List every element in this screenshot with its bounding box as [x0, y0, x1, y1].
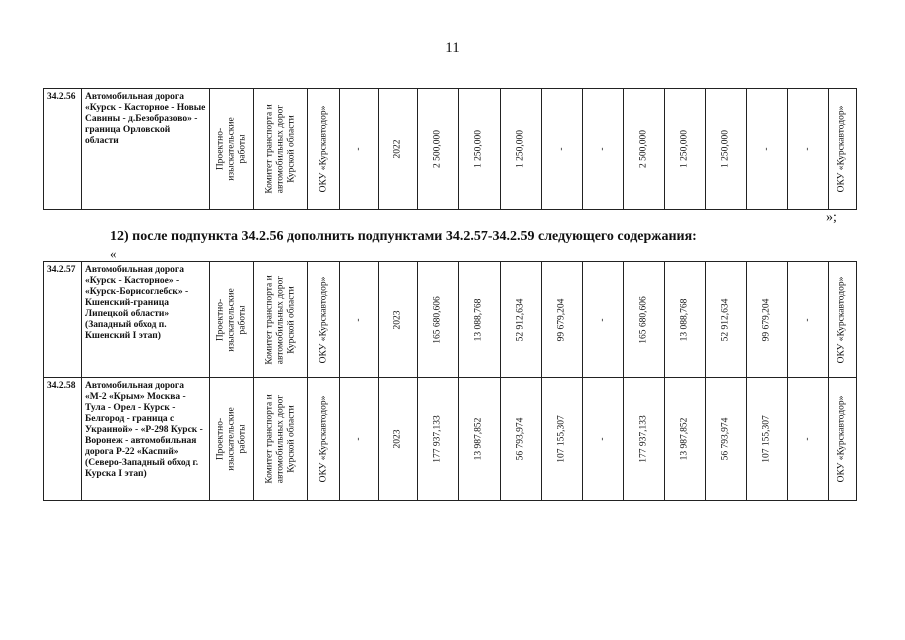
value-cell: 52 912,634: [705, 262, 746, 378]
table-row: [44, 378, 857, 501]
value-cell: 2 500,000: [418, 89, 459, 210]
value-cell: -: [582, 262, 623, 378]
value-cell: -: [582, 89, 623, 210]
value-cell: 2 500,000: [623, 89, 664, 210]
value-cell: 1 250,000: [664, 89, 705, 210]
year-cell: 2023: [379, 262, 418, 378]
dash-cell: -: [340, 378, 379, 501]
value-cell: 99 679,204: [541, 262, 582, 378]
value-cell: 165 680,606: [623, 262, 664, 378]
row-name: Автомобильная дорога «М-2 «Крым» Москва - Тула - Орел - Курск - Белгород - граница с Украиной» - «Р-298 Курск - Воронеж - автомобильная дорога Р-22 «Каспий» (Северо-Западный обход г. Курска I этап): [82, 378, 210, 501]
value-cell: -: [541, 89, 582, 210]
value-cell: 56 793,974: [705, 378, 746, 501]
row-code: 34.2.57: [44, 262, 82, 378]
value-cell: -: [787, 262, 828, 378]
opening-quote: «: [110, 246, 117, 261]
value-cell: 1 250,000: [500, 89, 541, 210]
dash-cell: -: [340, 262, 379, 378]
executor2-cell: ОКУ «Курскавтодор»: [828, 89, 856, 210]
value-cell: 56 793,974: [500, 378, 541, 501]
value-cell: -: [787, 89, 828, 210]
table-row: [44, 89, 857, 210]
value-cell: 13 088,768: [459, 262, 500, 378]
value-cell: 107 155,307: [541, 378, 582, 501]
value-cell: -: [746, 89, 787, 210]
value-cell: 177 937,133: [418, 378, 459, 501]
executor-cell: ОКУ «Курскавтодор»: [308, 89, 340, 210]
value-cell: 165 680,606: [418, 262, 459, 378]
work-type-cell: Проектно- изыскательские работы: [210, 262, 254, 378]
dash-cell: -: [340, 89, 379, 210]
value-cell: 52 912,634: [500, 262, 541, 378]
row-code: 34.2.56: [44, 89, 82, 210]
instruction-text: 12) после подпункта 34.2.56 дополнить подпунктами 34.2.57-34.2.59 следующего содержания:: [110, 229, 697, 244]
row-name: Автомобильная дорога «Курск - Касторное» - «Курск-Борисоглебск» - Кшенский-граница Липецкой области» (Западный обход п. Кшенский I этап): [82, 262, 210, 378]
executor2-cell: ОКУ «Курскавтодор»: [828, 378, 856, 501]
value-cell: 1 250,000: [459, 89, 500, 210]
executor2-cell: ОКУ «Курскавтодор»: [828, 262, 856, 378]
value-cell: -: [582, 378, 623, 501]
value-cell: 1 250,000: [705, 89, 746, 210]
value-cell: 13 987,852: [664, 378, 705, 501]
closing-quote: »;: [826, 210, 837, 225]
page-number: 11: [445, 40, 460, 56]
value-cell: 99 679,204: [746, 262, 787, 378]
table-row: [44, 262, 857, 378]
year-cell: 2022: [379, 89, 418, 210]
value-cell: 13 987,852: [459, 378, 500, 501]
customer-cell: Комитет транспорта и автомобильных дорог Курской области: [254, 89, 308, 210]
value-cell: 13 088,768: [664, 262, 705, 378]
work-type-cell: Проектно- изыскательские работы: [210, 378, 254, 501]
executor-cell: ОКУ «Курскавтодор»: [308, 378, 340, 501]
row-code: 34.2.58: [44, 378, 82, 501]
table-new-items: [43, 261, 857, 501]
customer-cell: Комитет транспорта и автомобильных дорог Курской области: [254, 262, 308, 378]
executor-cell: ОКУ «Курскавтодор»: [308, 262, 340, 378]
value-cell: -: [787, 378, 828, 501]
row-name: Автомобильная дорога «Курск - Касторное - Новые Савины - д.Безобразово» - граница Орловской области: [82, 89, 210, 210]
table-existing-item: [43, 88, 857, 210]
value-cell: 177 937,133: [623, 378, 664, 501]
value-cell: 107 155,307: [746, 378, 787, 501]
customer-cell: Комитет транспорта и автомобильных дорог Курской области: [254, 378, 308, 501]
work-type-cell: Проектно- изыскательские работы: [210, 89, 254, 210]
year-cell: 2023: [379, 378, 418, 501]
